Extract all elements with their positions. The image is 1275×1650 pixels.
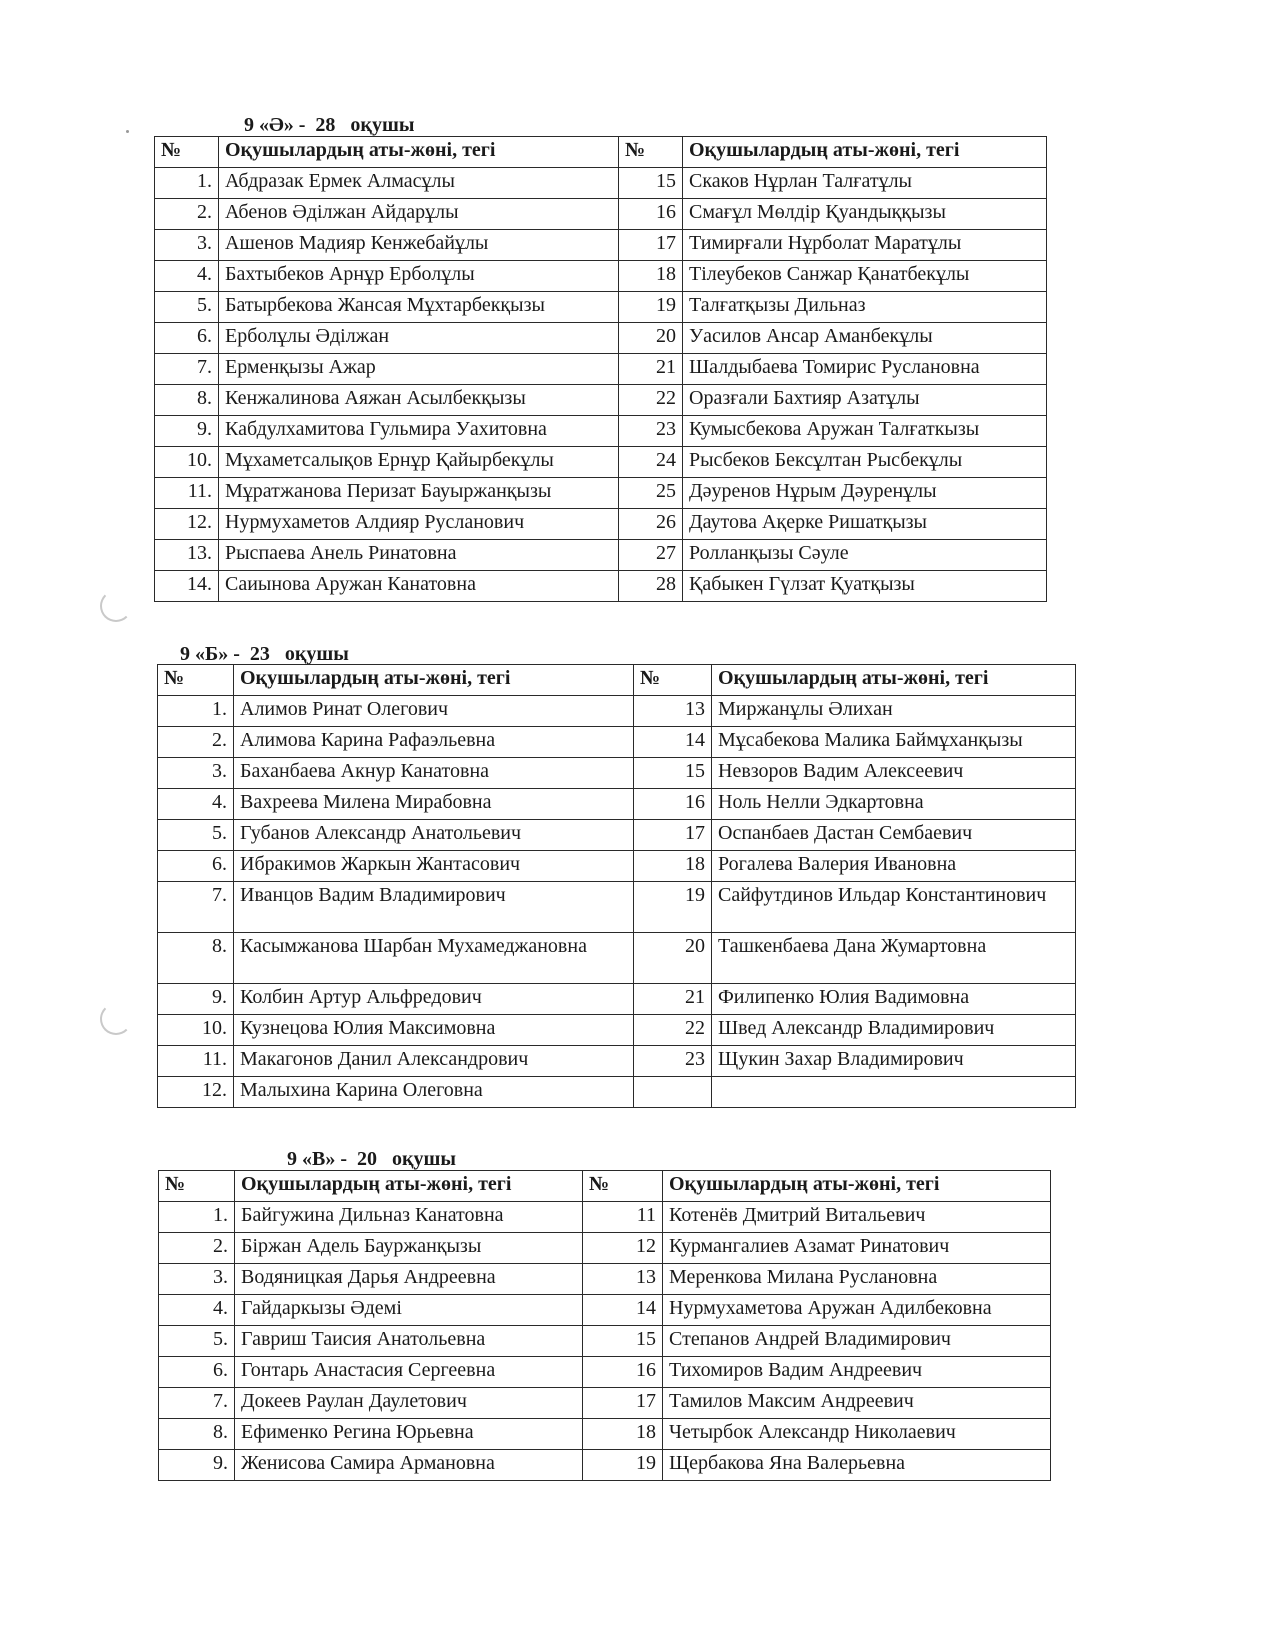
col-header-number: №	[158, 665, 234, 696]
student-name: Қабыкен Гүлзат Қуатқызы	[683, 571, 1047, 602]
student-name: Иванцов Вадим Владимирович	[234, 882, 634, 933]
student-name: Кенжалинова Аяжан Асылбекқызы	[219, 385, 619, 416]
table-row	[158, 789, 1076, 820]
student-name: Скаков Нұрлан Талғатұлы	[683, 168, 1047, 199]
row-number: 18	[634, 851, 712, 882]
row-number: 6.	[158, 851, 234, 882]
student-name: Тамилов Максим Андреевич	[663, 1388, 1051, 1419]
row-number: 24	[619, 447, 683, 478]
student-name: Алимова Карина Рафаэльевна	[234, 727, 634, 758]
table-row	[159, 1233, 1051, 1264]
row-number: 3.	[159, 1264, 235, 1295]
student-name: Швед Александр Владимирович	[712, 1015, 1076, 1046]
punch-hole-mark	[100, 590, 132, 622]
row-number: 14	[634, 727, 712, 758]
row-number: 2.	[155, 199, 219, 230]
row-number: 11	[583, 1202, 663, 1233]
row-number: 4.	[159, 1295, 235, 1326]
student-name: Уасилов Ансар Аманбекұлы	[683, 323, 1047, 354]
row-number: 16	[619, 199, 683, 230]
student-name: Степанов Андрей Владимирович	[663, 1326, 1051, 1357]
table-row	[159, 1264, 1051, 1295]
row-number: 7.	[159, 1388, 235, 1419]
student-name: Ноль Нелли Эдкартовна	[712, 789, 1076, 820]
student-name: Кузнецова Юлия Максимовна	[234, 1015, 634, 1046]
row-number: 10.	[158, 1015, 234, 1046]
row-number: 5.	[158, 820, 234, 851]
table-row	[159, 1357, 1051, 1388]
table-row	[158, 933, 1076, 984]
col-header-name: Оқушылардың аты-жөні, тегі	[663, 1171, 1051, 1202]
row-number: 20	[619, 323, 683, 354]
student-name: Тілеубеков Санжар Қанатбекұлы	[683, 261, 1047, 292]
table-row	[155, 292, 1047, 323]
row-number	[634, 1077, 712, 1108]
table-row	[159, 1450, 1051, 1481]
table-row	[158, 1046, 1076, 1077]
row-number: 17	[583, 1388, 663, 1419]
row-number: 9.	[159, 1450, 235, 1481]
col-header-number: №	[583, 1171, 663, 1202]
student-name: Губанов Александр Анатольевич	[234, 820, 634, 851]
row-number: 4.	[158, 789, 234, 820]
student-name: Кумысбекова Аружан Талғаткызы	[683, 416, 1047, 447]
row-number: 10.	[155, 447, 219, 478]
student-name: Смағұл Мөлдір Қуандыққызы	[683, 199, 1047, 230]
student-name: Шалдыбаева Томирис Руслановна	[683, 354, 1047, 385]
table-row	[155, 261, 1047, 292]
student-name	[712, 1077, 1076, 1108]
row-number: 3.	[155, 230, 219, 261]
row-number: 6.	[155, 323, 219, 354]
table-row	[155, 509, 1047, 540]
table-row	[159, 1295, 1051, 1326]
table-row	[158, 727, 1076, 758]
class-title-9v: 9 «В» - 20 оқушы	[287, 1148, 457, 1170]
student-name: Ашенов Мадияр Кенжебайұлы	[219, 230, 619, 261]
student-name: Рыспаева Анель Ринатовна	[219, 540, 619, 571]
row-number: 18	[619, 261, 683, 292]
row-number: 12.	[158, 1077, 234, 1108]
student-name: Водяницкая Дарья Андреевна	[235, 1264, 583, 1295]
class-title-9b: 9 «Б» - 23 оқушы	[180, 643, 349, 665]
student-name: Даутова Ақерке Ришатқызы	[683, 509, 1047, 540]
row-number: 9.	[158, 984, 234, 1015]
row-number: 4.	[155, 261, 219, 292]
col-header-number: №	[159, 1171, 235, 1202]
table-row	[158, 696, 1076, 727]
student-name: Щукин Захар Владимирович	[712, 1046, 1076, 1077]
student-name: Невзоров Вадим Алексеевич	[712, 758, 1076, 789]
row-number: 13.	[155, 540, 219, 571]
student-name: Филипенко Юлия Вадимовна	[712, 984, 1076, 1015]
student-name: Рогалева Валерия Ивановна	[712, 851, 1076, 882]
student-name: Оразғали Бахтияр Азатұлы	[683, 385, 1047, 416]
row-number: 15	[583, 1326, 663, 1357]
student-name: Женисова Самира Армановна	[235, 1450, 583, 1481]
student-name: Кабдулхамитова Гульмира Уахитовна	[219, 416, 619, 447]
row-number: 23	[619, 416, 683, 447]
student-name: Батырбекова Жансая Мұхтарбекқызы	[219, 292, 619, 323]
row-number: 8.	[159, 1419, 235, 1450]
row-number: 5.	[155, 292, 219, 323]
student-name: Саиынова Аружан Канатовна	[219, 571, 619, 602]
row-number: 27	[619, 540, 683, 571]
table-row	[158, 758, 1076, 789]
punch-hole-mark	[100, 1003, 132, 1035]
row-number: 3.	[158, 758, 234, 789]
row-number: 18	[583, 1419, 663, 1450]
row-number: 22	[619, 385, 683, 416]
table-row	[159, 1388, 1051, 1419]
student-name: Ташкенбаева Дана Жумартовна	[712, 933, 1076, 984]
row-number: 20	[634, 933, 712, 984]
table-row	[155, 540, 1047, 571]
table-row	[155, 571, 1047, 602]
row-number: 26	[619, 509, 683, 540]
student-name: Нурмухаметова Аружан Адилбековна	[663, 1295, 1051, 1326]
table-row	[155, 354, 1047, 385]
row-number: 12	[583, 1233, 663, 1264]
col-header-name: Оқушылардың аты-жөні, тегі	[235, 1171, 583, 1202]
roster-table-9v	[158, 1170, 1051, 1481]
row-number: 1.	[158, 696, 234, 727]
row-number: 11.	[155, 478, 219, 509]
student-name: Касымжанова Шарбан Мухамеджановна	[234, 933, 634, 984]
student-name: Макагонов Данил Александрович	[234, 1046, 634, 1077]
row-number: 17	[634, 820, 712, 851]
table-row	[155, 478, 1047, 509]
row-number: 13	[583, 1264, 663, 1295]
student-name: Біржан Адель Бауржанқызы	[235, 1233, 583, 1264]
student-name: Ерменқызы Ажар	[219, 354, 619, 385]
student-name: Малыхина Карина Олеговна	[234, 1077, 634, 1108]
table-row	[159, 1419, 1051, 1450]
row-number: 12.	[155, 509, 219, 540]
student-name: Сайфутдинов Ильдар Константинович	[712, 882, 1076, 933]
student-name: Курмангалиев Азамат Ринатович	[663, 1233, 1051, 1264]
col-header-number: №	[634, 665, 712, 696]
student-name: Оспанбаев Дастан Сембаевич	[712, 820, 1076, 851]
student-name: Абдразак Ермек Алмасұлы	[219, 168, 619, 199]
student-name: Гайдаркызы Әдемі	[235, 1295, 583, 1326]
row-number: 16	[634, 789, 712, 820]
student-name: Талғатқызы Дильназ	[683, 292, 1047, 323]
table-header-row	[155, 137, 1047, 168]
student-name: Меренкова Милана Руслановна	[663, 1264, 1051, 1295]
student-name: Нурмухаметов Алдияр Русланович	[219, 509, 619, 540]
row-number: 21	[619, 354, 683, 385]
row-number: 17	[619, 230, 683, 261]
table-row	[155, 323, 1047, 354]
student-name: Мұсабекова Малика Баймұханқызы	[712, 727, 1076, 758]
col-header-name: Оқушылардың аты-жөні, тегі	[712, 665, 1076, 696]
row-number: 5.	[159, 1326, 235, 1357]
table-row	[158, 851, 1076, 882]
student-name: Рысбеков Бексұлтан Рысбекұлы	[683, 447, 1047, 478]
col-header-name: Оқушылардың аты-жөні, тегі	[683, 137, 1047, 168]
row-number: 2.	[159, 1233, 235, 1264]
table-row	[158, 882, 1076, 933]
table-row	[155, 199, 1047, 230]
row-number: 15	[619, 168, 683, 199]
row-number: 7.	[155, 354, 219, 385]
student-name: Байгужина Дильназ Канатовна	[235, 1202, 583, 1233]
row-number: 13	[634, 696, 712, 727]
student-name: Баханбаева Акнур Канатовна	[234, 758, 634, 789]
row-number: 8.	[158, 933, 234, 984]
student-name: Мұхаметсалықов Ернұр Қайырбекұлы	[219, 447, 619, 478]
class-title-9a: 9 «Ә» - 28 оқушы	[244, 114, 415, 136]
row-number: 14	[583, 1295, 663, 1326]
student-name: Миржанұлы Әлихан	[712, 696, 1076, 727]
student-name: Четырбок Александр Николаевич	[663, 1419, 1051, 1450]
row-number: 11.	[158, 1046, 234, 1077]
student-name: Докеев Раулан Даулетович	[235, 1388, 583, 1419]
table-row	[158, 984, 1076, 1015]
row-number: 8.	[155, 385, 219, 416]
table-row	[155, 416, 1047, 447]
student-name: Бахтыбеков Арнұр Ерболұлы	[219, 261, 619, 292]
row-number: 19	[619, 292, 683, 323]
table-row	[158, 820, 1076, 851]
student-name: Ролланқызы Сәуле	[683, 540, 1047, 571]
table-row	[155, 385, 1047, 416]
table-row	[158, 1077, 1076, 1108]
student-name: Колбин Артур Альфредович	[234, 984, 634, 1015]
row-number: 1.	[155, 168, 219, 199]
row-number: 6.	[159, 1357, 235, 1388]
student-name: Тихомиров Вадим Андреевич	[663, 1357, 1051, 1388]
roster-table-9a	[154, 136, 1047, 602]
row-number: 14.	[155, 571, 219, 602]
table-row	[155, 447, 1047, 478]
student-name: Ерболұлы Әділжан	[219, 323, 619, 354]
col-header-name: Оқушылардың аты-жөні, тегі	[219, 137, 619, 168]
scan-speck	[126, 130, 129, 133]
table-row	[158, 1015, 1076, 1046]
student-name: Алимов Ринат Олегович	[234, 696, 634, 727]
row-number: 2.	[158, 727, 234, 758]
row-number: 19	[583, 1450, 663, 1481]
row-number: 25	[619, 478, 683, 509]
student-name: Абенов Әділжан Айдарұлы	[219, 199, 619, 230]
col-header-name: Оқушылардың аты-жөні, тегі	[234, 665, 634, 696]
row-number: 19	[634, 882, 712, 933]
row-number: 21	[634, 984, 712, 1015]
row-number: 1.	[159, 1202, 235, 1233]
student-name: Гонтарь Анастасия Сергеевна	[235, 1357, 583, 1388]
table-row	[155, 168, 1047, 199]
col-header-number: №	[619, 137, 683, 168]
row-number: 23	[634, 1046, 712, 1077]
student-name: Котенёв Дмитрий Витальевич	[663, 1202, 1051, 1233]
roster-table-9b	[157, 664, 1076, 1108]
row-number: 22	[634, 1015, 712, 1046]
col-header-number: №	[155, 137, 219, 168]
table-row	[155, 230, 1047, 261]
row-number: 7.	[158, 882, 234, 933]
student-name: Гавриш Таисия Анатольевна	[235, 1326, 583, 1357]
row-number: 16	[583, 1357, 663, 1388]
row-number: 15	[634, 758, 712, 789]
table-header-row	[158, 665, 1076, 696]
student-name: Вахреева Милена Мирабовна	[234, 789, 634, 820]
student-name: Тимирғали Нұрболат Маратұлы	[683, 230, 1047, 261]
student-name: Ибракимов Жаркын Жантасович	[234, 851, 634, 882]
student-name: Ефименко Регина Юрьевна	[235, 1419, 583, 1450]
table-row	[159, 1326, 1051, 1357]
table-header-row	[159, 1171, 1051, 1202]
row-number: 9.	[155, 416, 219, 447]
student-name: Мұратжанова Перизат Бауыржанқызы	[219, 478, 619, 509]
student-name: Дәуренов Нұрым Дәуренұлы	[683, 478, 1047, 509]
row-number: 28	[619, 571, 683, 602]
student-name: Щербакова Яна Валерьевна	[663, 1450, 1051, 1481]
table-row	[159, 1202, 1051, 1233]
